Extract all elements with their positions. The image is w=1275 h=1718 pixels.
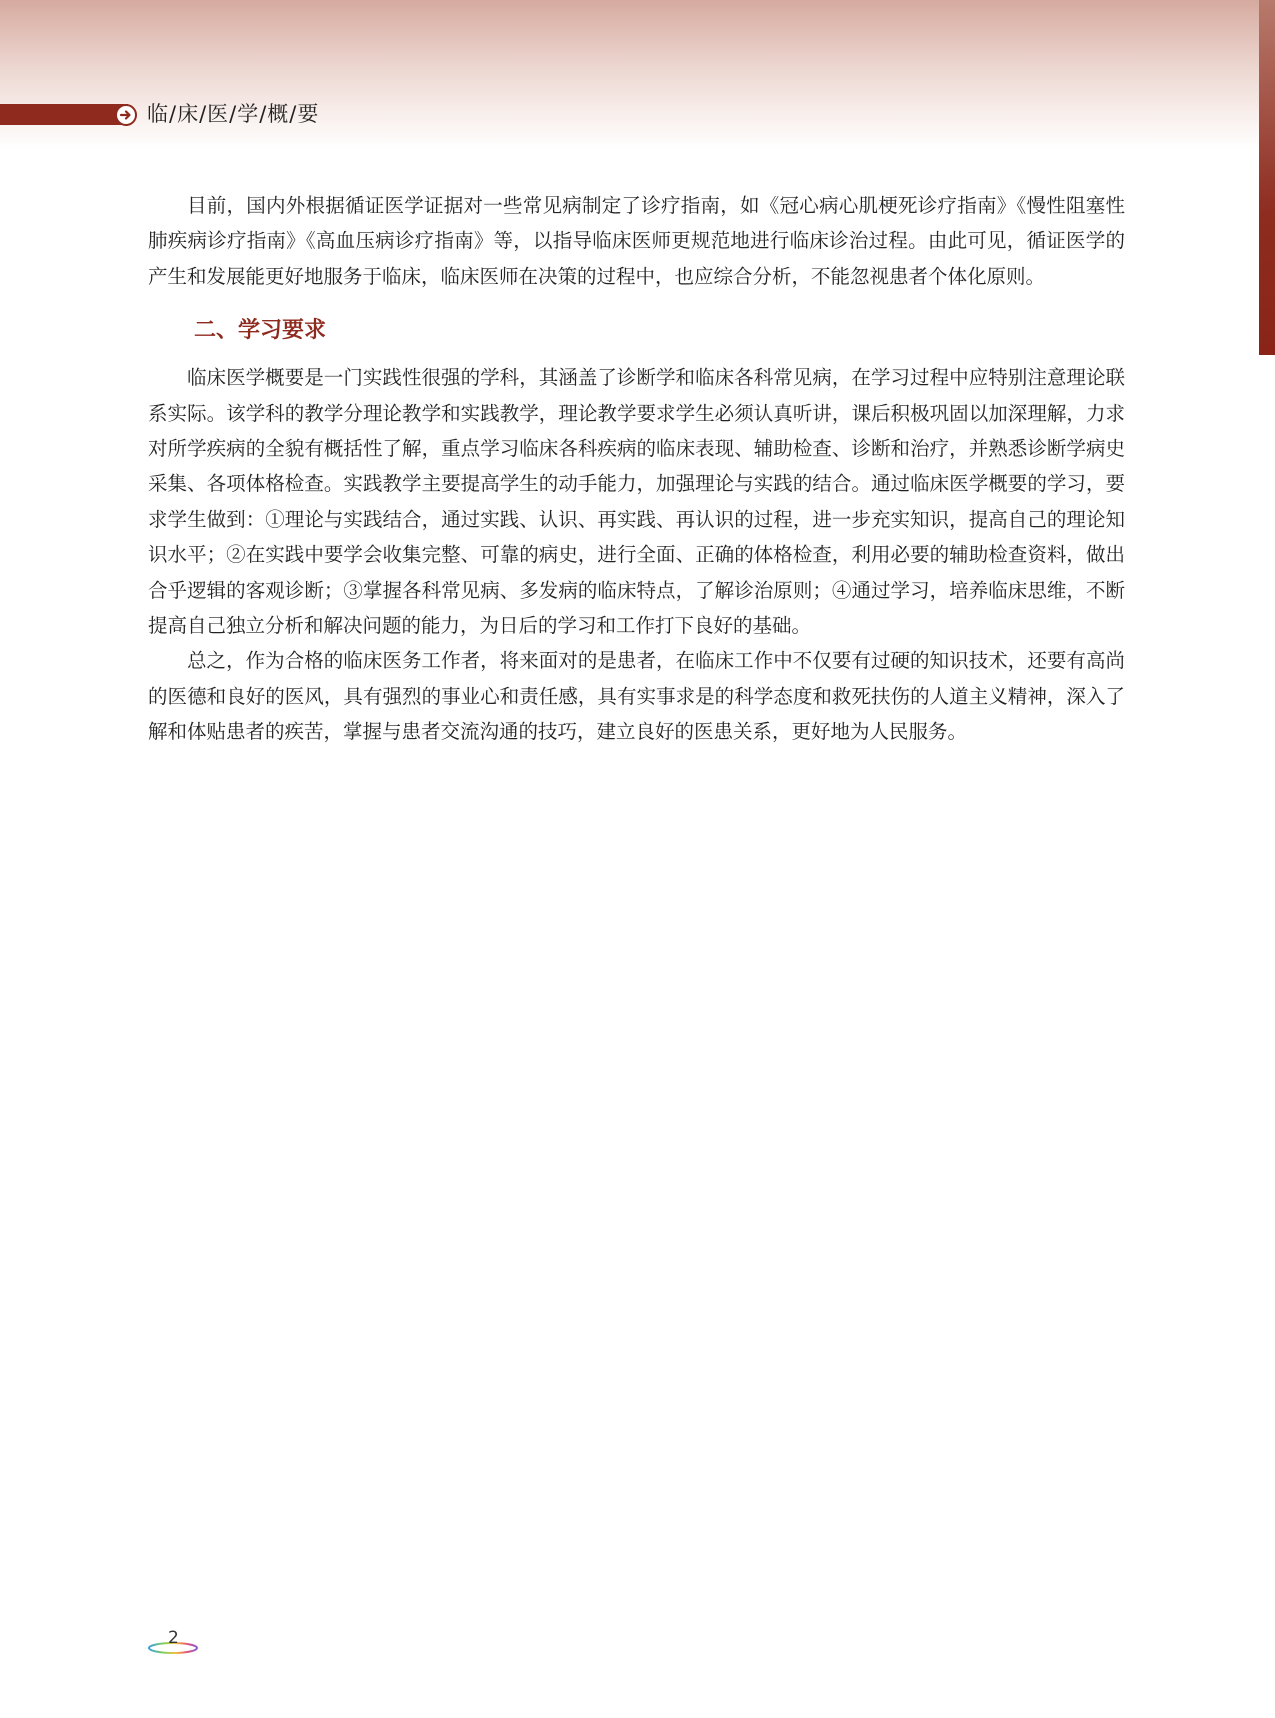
page-number-text: 2: [168, 1628, 179, 1648]
section-heading: 二、学习要求: [194, 318, 327, 344]
header-accent-strip: [0, 104, 128, 125]
header-gradient-band: [0, 0, 1275, 150]
page-body: [148, 188, 1125, 750]
body-paragraph: 目前，国内外根据循证医学证据对一些常见病制定了诊疗指南，如《冠心病心肌梗死诊疗指南》《慢性阻塞性肺疾病诊疗指南》《高血压病诊疗指南》等，以指导临床医师更规范地进行临床诊治过程。由此可见，循证医学的产生和发展能更好地服务于临床，临床医师在决策的过程中，也应综合分析，不能忽视患者个体化原则。: [148, 194, 1125, 288]
arrow-right-circle-icon: [115, 104, 137, 126]
running-header-title: 临/床/医/学/概/要: [147, 102, 320, 126]
page-number: [146, 1627, 202, 1657]
body-paragraph: 总之，作为合格的临床医务工作者，将来面对的是患者，在临床工作中不仅要有过硬的知识技术，还要有高尚的医德和良好的医风，具有强烈的事业心和责任感，具有实事求是的科学态度和救死扶伤的人道主义精神，深入了解和体贴患者的疾苦，掌握与患者交流沟通的技巧，建立良好的医患关系，更好地为人民服务。: [148, 649, 1125, 744]
page-edge-bar: [1259, 0, 1275, 355]
body-paragraph: 临床医学概要是一门实践性很强的学科，其涵盖了诊断学和临床各科常见病，在学习过程中应特别注意理论联系实际。该学科的教学分理论教学和实践教学，理论教学要求学生必须认真听讲，课后积极巩固以加深理解，力求对所学疾病的全貌有概括性了解，重点学习临床各科疾病的临床表现、辅助检查、诊断和治疗，并熟悉诊断学病史采集、各项体格检查。实践教学主要提高学生的动手能力，加强理论与实践的结合。通过临床医学概要的学习，要求学生做到：①理论与实践结合，通过实践、认识、再实践、再认识的过程，进一步充实知识，提高自己的理论知识水平；②在实践中要学会收集完整、可靠的病史，进行全面、正确的体格检查，利用必要的辅助检查资料，做出合乎逻辑的客观诊断；③掌握各科常见病、多发病的临床特点，了解诊治原则；④通过学习，培养临床思维，不断提高自己独立分析和解决问题的能力，为日后的学习和工作打下良好的基础。: [148, 366, 1125, 638]
